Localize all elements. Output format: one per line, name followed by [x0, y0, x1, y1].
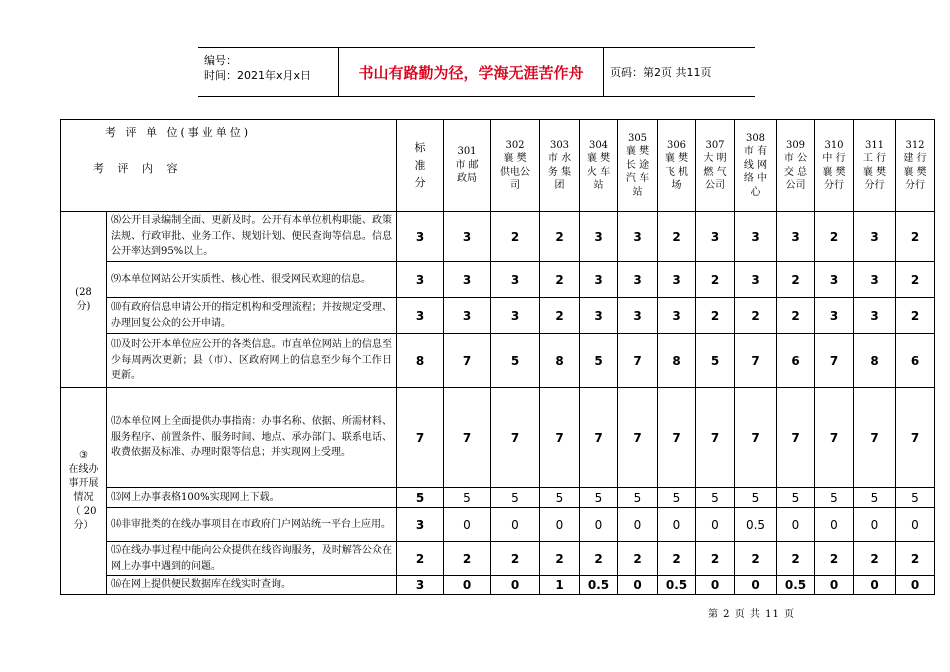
score-cell-306: 2	[658, 212, 696, 262]
score-cell-304: 0.5	[580, 576, 618, 595]
score-cell-302: 2	[491, 212, 540, 262]
category-cell-info-disclosure: (28 分)	[61, 212, 107, 388]
unit-header-312: 312 建 行 襄 樊 分行	[896, 120, 935, 212]
score-cell-310: 7	[815, 388, 854, 488]
table-row	[61, 576, 935, 595]
table-row	[61, 388, 935, 488]
criterion-description: ⒂在线办事过程中能向公众提供在线咨询服务，及时解答公众在网上办事中遇到的问题。	[107, 542, 397, 576]
score-cell-309: 5	[777, 488, 815, 508]
score-cell-312: 2	[896, 212, 935, 262]
score-cell-308: 2	[735, 542, 777, 576]
score-cell-303: 1	[540, 576, 580, 595]
criterion-description: ⑻公开目录编制全面、更新及时。公开有本单位机构职能、政策法规、行政审批、业务工作、规划计划、便民查询等信息。信息公开率达到95%以上。	[107, 212, 397, 262]
score-cell-302: 0	[491, 576, 540, 595]
score-cell-307: 3	[696, 212, 735, 262]
unit-header-306: 306 襄 樊 飞 机 场	[658, 120, 696, 212]
score-cell-308: 3	[735, 262, 777, 298]
score-cell-309: 2	[777, 298, 815, 334]
score-cell-310: 3	[815, 298, 854, 334]
unit-header-304: 304 襄 樊 火 车 站	[580, 120, 618, 212]
criterion-description: ⒁非审批类的在线办事项目在市政府门户网站统一平台上应用。	[107, 508, 397, 542]
standard-score: 7	[397, 388, 444, 488]
score-cell-308: 7	[735, 334, 777, 388]
score-cell-303: 2	[540, 262, 580, 298]
score-cell-311: 3	[854, 298, 896, 334]
score-cell-303: 0	[540, 508, 580, 542]
document-header	[198, 47, 755, 97]
score-cell-310: 3	[815, 262, 854, 298]
score-cell-310: 0	[815, 576, 854, 595]
score-cell-306: 5	[658, 488, 696, 508]
score-cell-303: 2	[540, 542, 580, 576]
table-row	[61, 298, 935, 334]
score-cell-310: 0	[815, 508, 854, 542]
score-cell-312: 0	[896, 576, 935, 595]
standard-score: 3	[397, 508, 444, 542]
standard-score: 3	[397, 298, 444, 334]
score-cell-301: 0	[444, 508, 491, 542]
score-cell-301: 2	[444, 542, 491, 576]
evaluation-table	[60, 119, 935, 595]
score-cell-312: 7	[896, 388, 935, 488]
table-header-row	[61, 120, 935, 212]
corner-unit-label: 考 评 单 位(事业单位)	[105, 126, 252, 139]
score-cell-312: 5	[896, 488, 935, 508]
score-cell-305: 0	[618, 576, 658, 595]
score-cell-304: 3	[580, 212, 618, 262]
score-cell-311: 2	[854, 542, 896, 576]
criterion-description: ⒃在网上提供便民数据库在线实时查询。	[107, 576, 397, 595]
unit-header-301: 301 市 邮 政局	[444, 120, 491, 212]
code-label: 编号：	[204, 54, 237, 67]
score-cell-306: 7	[658, 388, 696, 488]
score-cell-305: 3	[618, 262, 658, 298]
header-corner	[61, 120, 397, 212]
unit-header-308: 308 市 有 线 网 络 中 心	[735, 120, 777, 212]
score-cell-302: 0	[491, 508, 540, 542]
motto: 书山有路勤为径，学海无涯苦作舟	[338, 48, 604, 96]
score-cell-312: 6	[896, 334, 935, 388]
unit-header-302: 302 襄 樊 供电公 司	[491, 120, 540, 212]
standard-score: 3	[397, 262, 444, 298]
score-cell-308: 2	[735, 298, 777, 334]
score-cell-306: 2	[658, 542, 696, 576]
score-cell-301: 5	[444, 488, 491, 508]
score-cell-304: 7	[580, 388, 618, 488]
score-cell-312: 2	[896, 298, 935, 334]
score-cell-305: 7	[618, 334, 658, 388]
score-cell-301: 3	[444, 262, 491, 298]
score-cell-305: 2	[618, 542, 658, 576]
score-cell-307: 7	[696, 388, 735, 488]
unit-header-311: 311 工 行 襄 樊 分行	[854, 120, 896, 212]
score-cell-304: 5	[580, 334, 618, 388]
score-cell-308: 3	[735, 212, 777, 262]
unit-header-303: 303 市 水 务 集 团	[540, 120, 580, 212]
criterion-description: ⑾及时公开本单位应公开的各类信息。市直单位网站上的信息至少每周两次更新；县（市）、区政府网上的信息至少每个工作日更新。	[107, 334, 397, 388]
score-cell-312: 2	[896, 262, 935, 298]
score-cell-312: 0	[896, 508, 935, 542]
score-cell-307: 5	[696, 334, 735, 388]
criterion-description: ⒀网上办事表格100%实现网上下载。	[107, 488, 397, 508]
page-footer: 第 2 页 共 11 页	[708, 609, 795, 620]
score-cell-308: 5	[735, 488, 777, 508]
score-cell-311: 5	[854, 488, 896, 508]
score-cell-305: 3	[618, 298, 658, 334]
score-cell-303: 7	[540, 388, 580, 488]
score-cell-304: 2	[580, 542, 618, 576]
table-row	[61, 334, 935, 388]
table-row	[61, 508, 935, 542]
unit-header-309: 309 市 公 交 总 公司	[777, 120, 815, 212]
time-label: 时间：2021年x月x日	[204, 69, 312, 82]
standard-score: 5	[397, 488, 444, 508]
score-cell-308: 7	[735, 388, 777, 488]
score-cell-303: 2	[540, 298, 580, 334]
score-cell-307: 2	[696, 542, 735, 576]
table-row	[61, 212, 935, 262]
category-cell-online-services: ③ 在线办 事开展 情况 （ 20 分）	[61, 388, 107, 595]
score-cell-302: 3	[491, 262, 540, 298]
score-cell-311: 0	[854, 576, 896, 595]
score-cell-304: 5	[580, 488, 618, 508]
score-cell-302: 7	[491, 388, 540, 488]
score-cell-307: 2	[696, 298, 735, 334]
score-cell-304: 3	[580, 298, 618, 334]
criterion-description: ⑿本单位网上全面提供办事指南：办事名称、依据、所需材料、服务程序、前置条件、服务时间、地点、承办部门、联系电话、收费依据及标准、办理时限等信息；并实现网上受理。	[107, 388, 397, 488]
standard-score: 3	[397, 212, 444, 262]
score-cell-302: 5	[491, 334, 540, 388]
score-cell-306: 0	[658, 508, 696, 542]
score-cell-311: 3	[854, 212, 896, 262]
criterion-description: ⑼本单位网站公开实质性、核心性、很受网民欢迎的信息。	[107, 262, 397, 298]
score-cell-306: 0.5	[658, 576, 696, 595]
score-cell-308: 0.5	[735, 508, 777, 542]
unit-header-310: 310 中 行 襄 樊 分行	[815, 120, 854, 212]
score-cell-308: 0	[735, 576, 777, 595]
criterion-description: ⑽有政府信息申请公开的指定机构和受理流程；并按规定受理、办理回复公众的公开申请。	[107, 298, 397, 334]
standard-score: 3	[397, 576, 444, 595]
score-cell-309: 0	[777, 508, 815, 542]
score-cell-307: 5	[696, 488, 735, 508]
score-cell-305: 7	[618, 388, 658, 488]
score-cell-309: 6	[777, 334, 815, 388]
header-meta	[198, 48, 338, 96]
score-cell-306: 8	[658, 334, 696, 388]
standard-score-header: 标 准 分	[397, 120, 444, 212]
score-cell-306: 3	[658, 262, 696, 298]
score-cell-303: 8	[540, 334, 580, 388]
score-cell-305: 0	[618, 508, 658, 542]
score-cell-301: 3	[444, 212, 491, 262]
score-cell-304: 0	[580, 508, 618, 542]
score-cell-302: 2	[491, 542, 540, 576]
score-cell-309: 2	[777, 262, 815, 298]
score-cell-305: 5	[618, 488, 658, 508]
table-row	[61, 262, 935, 298]
score-cell-311: 8	[854, 334, 896, 388]
page-label: 页码：第2页 共11页	[610, 66, 712, 79]
score-cell-301: 3	[444, 298, 491, 334]
score-cell-306: 3	[658, 298, 696, 334]
score-cell-302: 3	[491, 298, 540, 334]
score-cell-310: 7	[815, 334, 854, 388]
score-cell-311: 0	[854, 508, 896, 542]
score-cell-312: 2	[896, 542, 935, 576]
table-row	[61, 488, 935, 508]
score-cell-310: 2	[815, 212, 854, 262]
score-cell-303: 2	[540, 212, 580, 262]
score-cell-307: 0	[696, 576, 735, 595]
standard-score: 2	[397, 542, 444, 576]
table-row	[61, 542, 935, 576]
score-cell-307: 0	[696, 508, 735, 542]
score-cell-309: 3	[777, 212, 815, 262]
score-cell-302: 5	[491, 488, 540, 508]
score-cell-310: 2	[815, 542, 854, 576]
score-cell-301: 7	[444, 334, 491, 388]
score-cell-311: 7	[854, 388, 896, 488]
unit-header-305: 305 襄 樊 长 途 汽 车 站	[618, 120, 658, 212]
corner-content-label: 考 评 内 容	[93, 162, 183, 175]
score-cell-311: 3	[854, 262, 896, 298]
score-cell-309: 0.5	[777, 576, 815, 595]
score-cell-307: 2	[696, 262, 735, 298]
score-cell-304: 3	[580, 262, 618, 298]
score-cell-301: 0	[444, 576, 491, 595]
unit-header-307: 307 大 明 燃 气 公司	[696, 120, 735, 212]
score-cell-301: 7	[444, 388, 491, 488]
standard-score: 8	[397, 334, 444, 388]
score-cell-309: 7	[777, 388, 815, 488]
score-cell-310: 5	[815, 488, 854, 508]
score-cell-309: 2	[777, 542, 815, 576]
score-cell-305: 3	[618, 212, 658, 262]
score-cell-303: 5	[540, 488, 580, 508]
